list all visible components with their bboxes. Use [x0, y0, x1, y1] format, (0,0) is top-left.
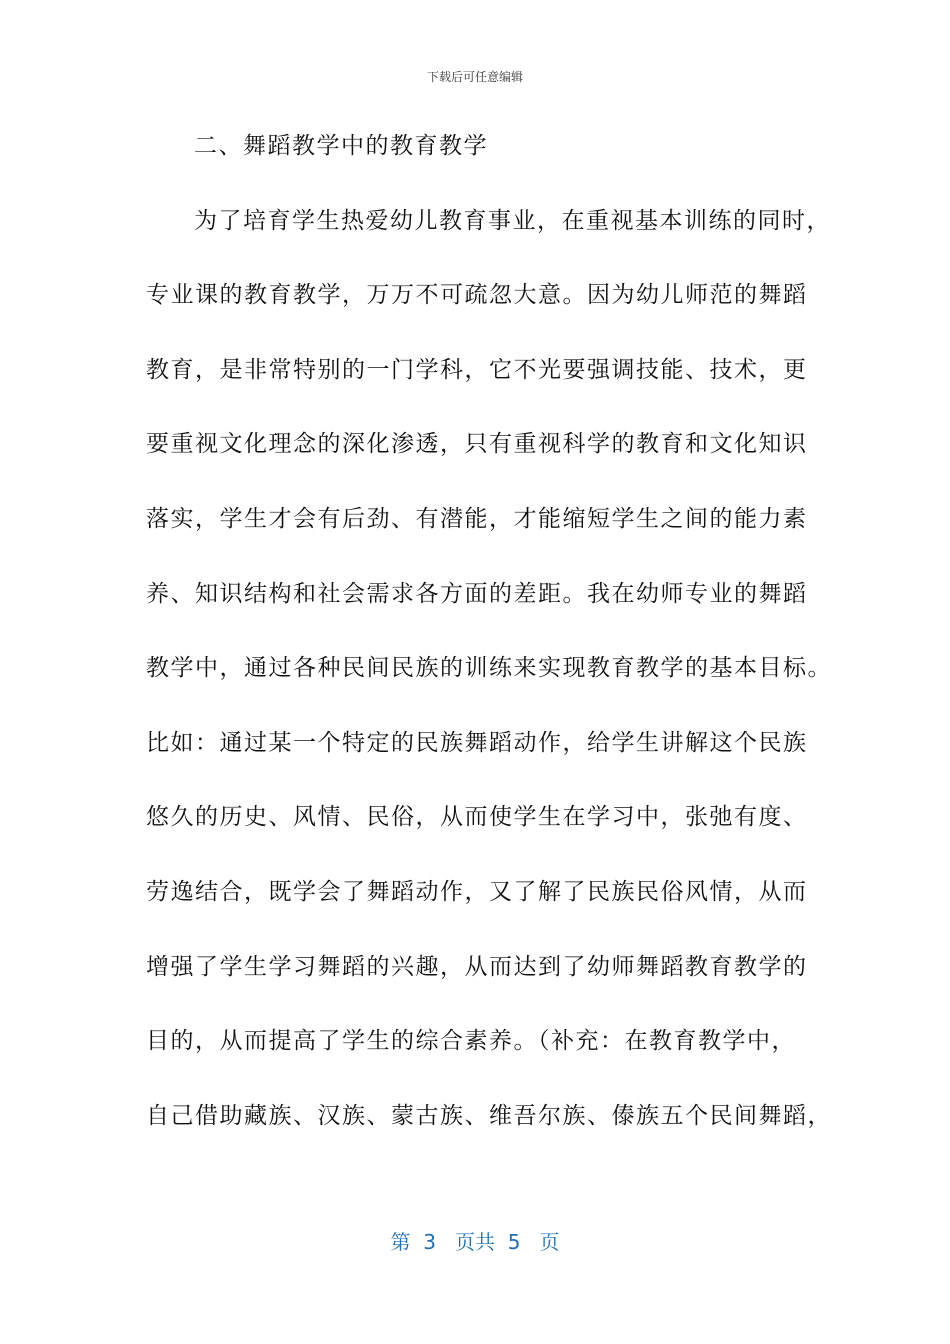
download-note: 下载后可任意编辑 [426, 70, 523, 84]
paragraph-line: 自己借助藏族、汉族、蒙古族、维吾尔族、傣族五个民间舞蹈， [146, 1102, 832, 1129]
paragraph-line: 教育，是非常特别的一门学科，它不光要强调技能、技术，更 [146, 356, 808, 383]
paragraph-line: 悠久的历史、风情、民俗，从而使学生在学习中，张弛有度、 [146, 804, 808, 831]
paragraph-line: 劳逸结合，既学会了舞蹈动作，又了解了民族民俗风情，从而 [146, 878, 808, 905]
paragraph-line: 专业课的教育教学，万万不可疏忽大意。因为幼儿师范的舞蹈 [146, 282, 808, 309]
paragraph-line: 为了培育学生热爱幼儿教育事业，在重视基本训练的同时， [194, 207, 831, 234]
paragraph-line: 养、知识结构和社会需求各方面的差距。我在幼师专业的舞蹈 [146, 580, 808, 607]
paragraph-line: 比如：通过某一个特定的民族舞蹈动作，给学生讲解这个民族 [146, 729, 808, 756]
paragraph-line: 目的，从而提高了学生的综合素养。（补充：在教育教学中， [146, 1028, 796, 1055]
paragraph-line: 教学中，通过各种民间民族的训练来实现教育教学的基本目标。 [146, 655, 832, 682]
paragraph-line: 落实，学生才会有后劲、有潜能，才能缩短学生之间的能力素 [146, 505, 808, 532]
section-heading: 二、舞蹈教学中的教育教学 [194, 133, 488, 159]
paragraph-line: 增强了学生学习舞蹈的兴趣，从而达到了幼师舞蹈教育教学的 [146, 953, 808, 980]
page-number: 第 3 页共 5 页 [390, 1230, 560, 1254]
document-body [146, 126, 832, 1170]
paragraph-line: 要重视文化理念的深化渗透，只有重视科学的教育和文化知识 [146, 431, 808, 458]
